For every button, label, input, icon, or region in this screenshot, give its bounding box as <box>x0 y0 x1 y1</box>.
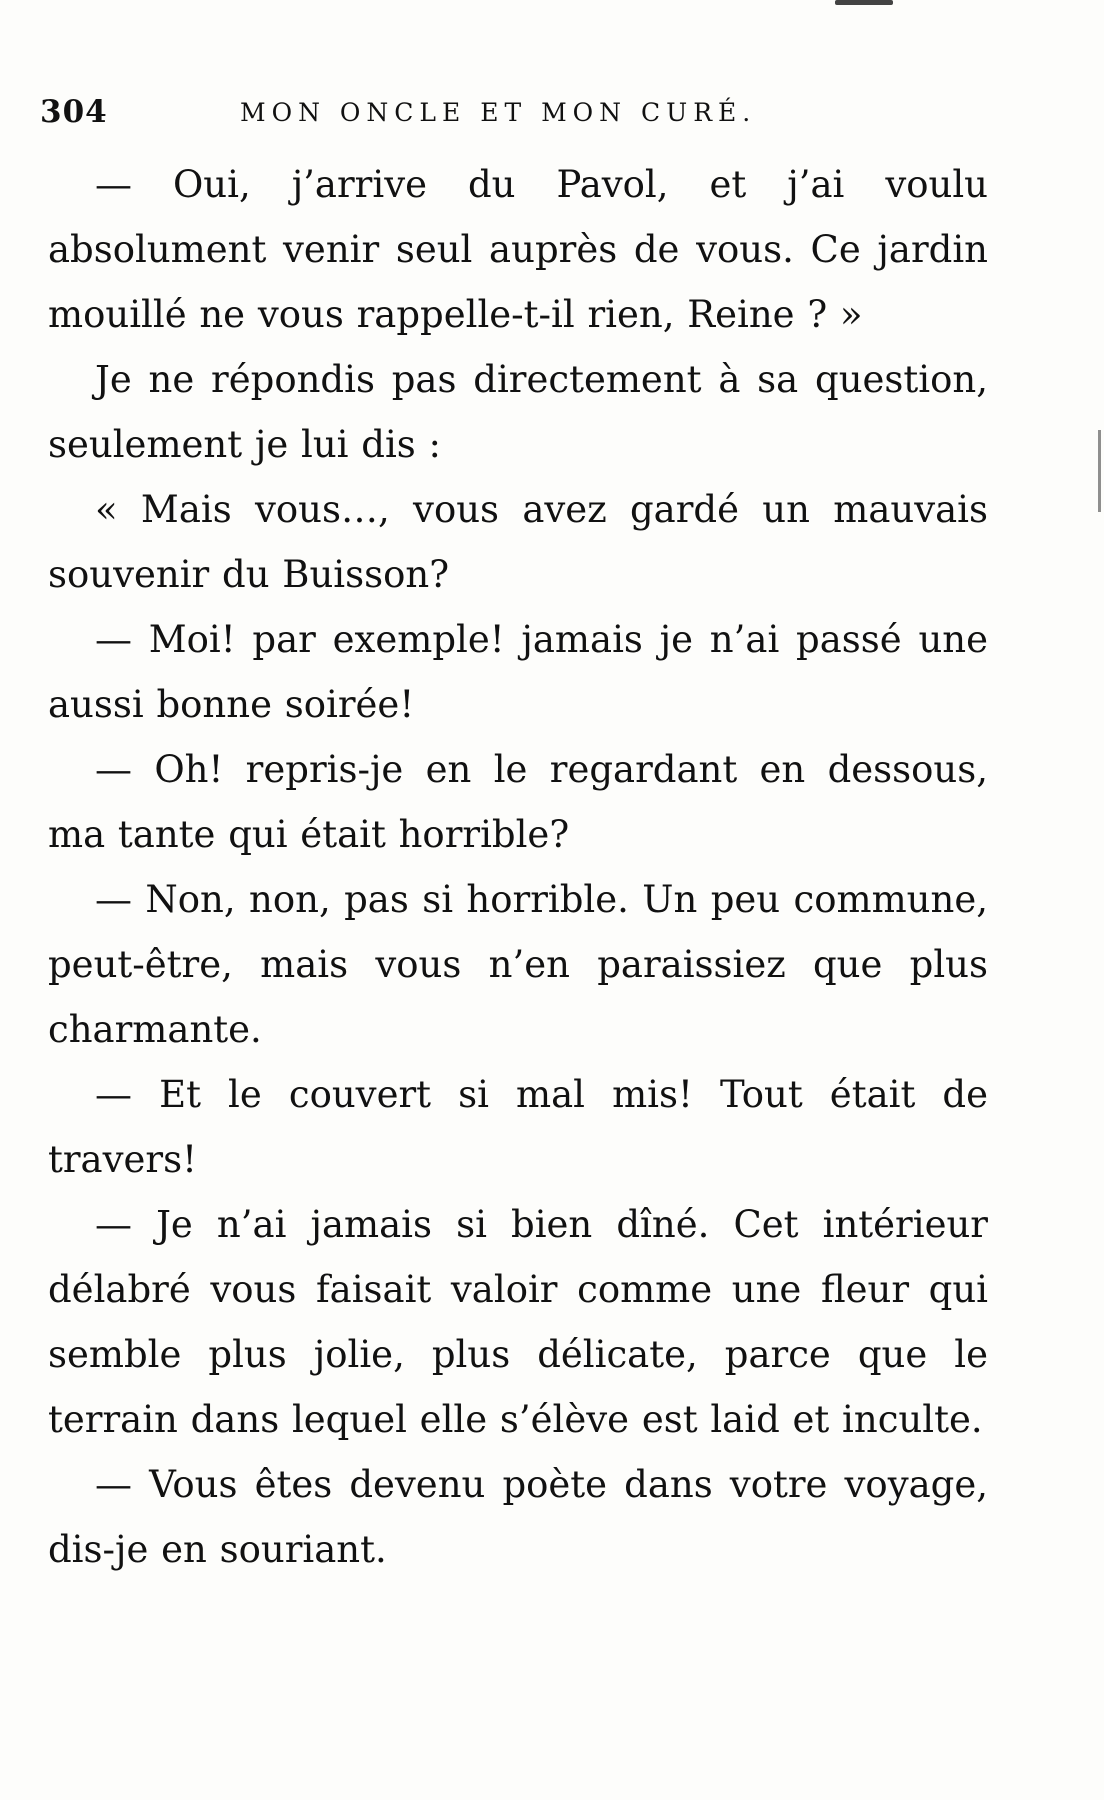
running-title: MON ONCLE ET MON CURÉ. <box>240 98 757 127</box>
paragraph-8: — Je n’ai jamais si bien dîné. Cet intérieur délabré vous faisait valoir comme une fleur qui semble plus jolie, plus délicate, parce que le terrain dans lequel elle s’élève est laid et inculte. <box>48 1203 988 1441</box>
scan-artifact-top <box>835 0 893 5</box>
page-text <box>48 152 988 1582</box>
paragraph-4: — Moi! par exemple! jamais je n’ai passé une aussi bonne soirée! <box>48 618 988 726</box>
page-number: 304 <box>40 94 108 130</box>
page-header <box>40 94 1000 142</box>
paragraph-6: — Non, non, pas si horrible. Un peu commune, peut-être, mais vous n’en paraissiez que plus charmante. <box>48 878 988 1051</box>
paragraph-2: Je ne répondis pas directement à sa question, seulement je lui dis : <box>48 358 988 466</box>
paragraph-1: — Oui, j’arrive du Pavol, et j’ai voulu absolument venir seul auprès de vous. Ce jardin mouillé ne vous rappelle-t-il rien, Reine ? » <box>48 163 988 336</box>
paragraph-7: — Et le couvert si mal mis! Tout était de travers! <box>48 1073 988 1181</box>
paragraph-3: « Mais vous…, vous avez gardé un mauvais souvenir du Buisson? <box>48 488 988 596</box>
paragraph-5: — Oh! repris-je en le regardant en dessous, ma tante qui était horrible? <box>48 748 988 856</box>
paragraph-9: — Vous êtes devenu poète dans votre voyage, dis-je en souriant. <box>48 1463 988 1571</box>
scan-artifact-right <box>1098 430 1101 512</box>
